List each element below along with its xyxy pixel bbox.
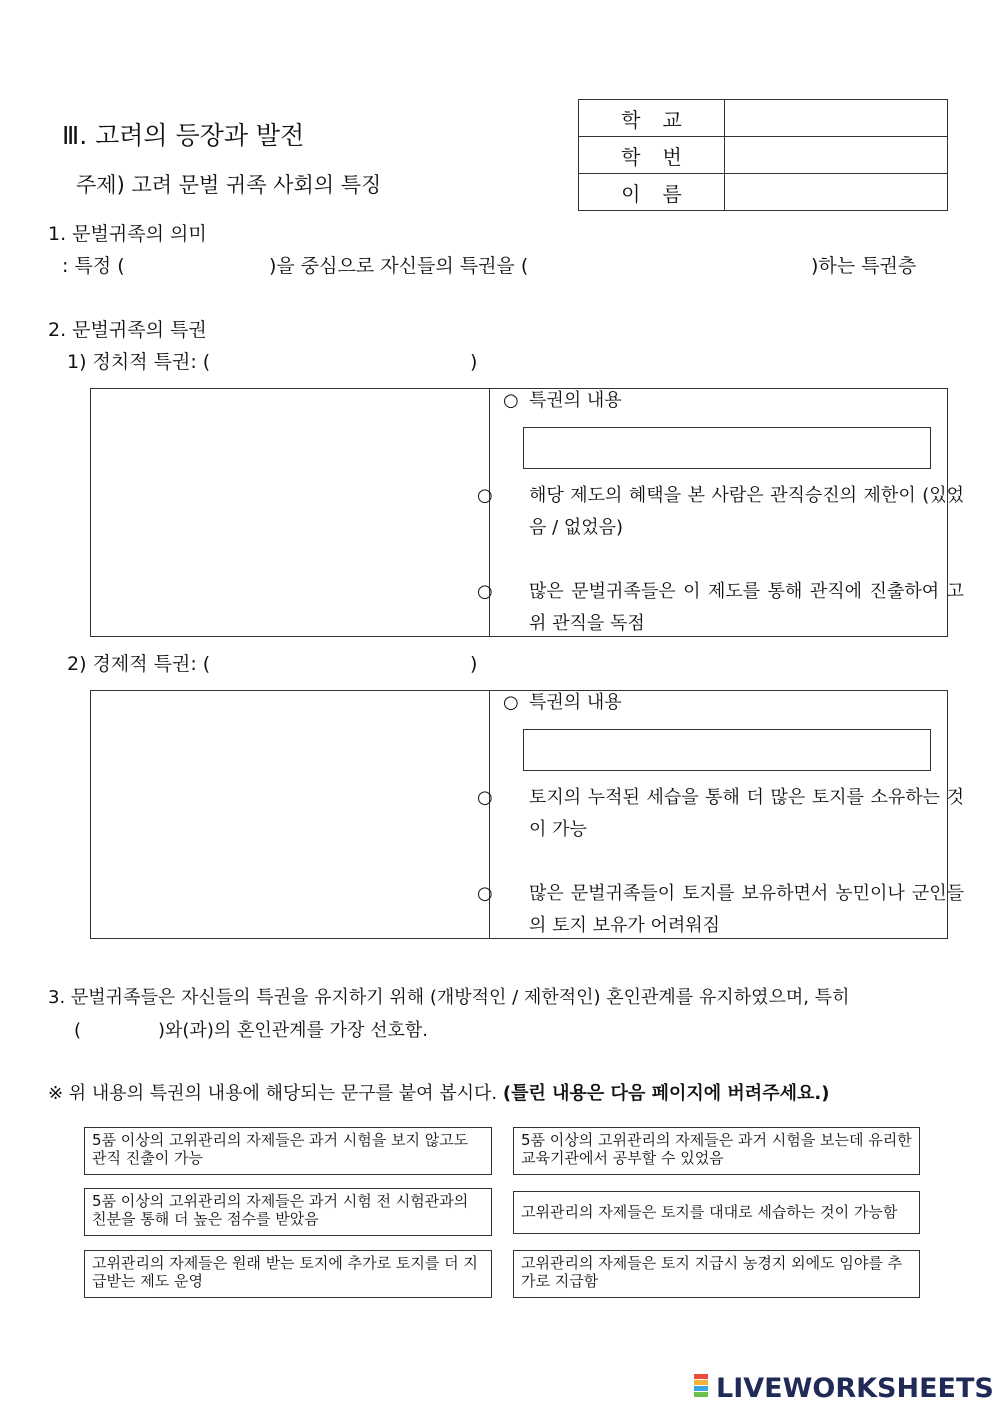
economic-content-input[interactable] (523, 729, 931, 771)
info-label-name: 이름 (579, 174, 725, 211)
section1-heading: 1. 문벌귀족의 의미 (48, 223, 207, 245)
section1-line-start: : 특정 ( (62, 255, 125, 277)
bullet-mark: ○ (477, 883, 493, 904)
info-label-number: 학번 (579, 137, 725, 174)
liveworksheets-logo: LIVEWORKSHEETS (716, 1373, 994, 1404)
info-row-number (579, 137, 948, 174)
draggable-card-5[interactable]: 고위관리의 자제들은 원래 받는 토지에 추가로 토지를 더 지급받는 제도 운영 (84, 1250, 492, 1298)
political-bullet-1-text: 해당 제도의 혜택을 본 사람은 관직승진의 제한이 (있었음 / 없었음) (529, 485, 964, 538)
bullet-mark: ○ (503, 390, 519, 411)
instruction-note (48, 1085, 829, 1103)
section3-line2-open: ( (74, 1020, 82, 1041)
economic-bullet-1 (477, 782, 964, 846)
political-bullet-1 (477, 480, 964, 544)
info-row-school (579, 100, 948, 137)
section1-line-end: )하는 특권층 (811, 255, 917, 277)
political-privilege-close: ) (470, 351, 478, 373)
logo-color-bar (694, 1392, 708, 1397)
political-drop-zone[interactable] (92, 390, 487, 635)
political-privilege-label: 1) 정치적 특권: ( (67, 351, 211, 373)
draggable-card-3[interactable]: 5품 이상의 고위관리의 자제들은 과거 시험 전 시험관과의 친분을 통해 더 높은 점수를 받았음 (84, 1188, 492, 1236)
draggable-card-1[interactable]: 5품 이상의 고위관리의 자제들은 과거 시험을 보지 않고도 관직 진출이 가능 (84, 1127, 492, 1175)
logo-color-bar (694, 1380, 708, 1385)
logo-color-bar (694, 1374, 708, 1379)
economic-content-label-row (503, 694, 622, 712)
political-content-label: 특권의 내용 (529, 390, 622, 411)
political-bullet-2-text: 많은 문벌귀족들은 이 제도를 통해 관직에 진출하여 고위 관직을 독점 (529, 581, 964, 634)
economic-bullet-1-text: 토지의 누적된 세습을 통해 더 많은 토지를 소유하는 것이 가능 (529, 787, 964, 840)
info-field-number[interactable] (725, 137, 948, 174)
section3-line1: 3. 문벌귀족들은 자신들의 특권을 유지하기 위해 (개방적인 / 제한적인) 혼인관계를 유지하였으며, 특히 (48, 987, 850, 1008)
economic-privilege-label: 2) 경제적 특권: ( (67, 653, 211, 675)
economic-bullet-2 (477, 878, 964, 942)
logo-color-bar (694, 1386, 708, 1391)
instruction-bold: (틀린 내용은 다음 페이지에 버려주세요.) (502, 1083, 830, 1104)
section3-line2-rest: )와(과)의 혼인관계를 가장 선호함. (158, 1020, 428, 1041)
info-label-school: 학교 (579, 100, 725, 137)
bullet-mark: ○ (503, 692, 519, 713)
page-title: Ⅲ. 고려의 등장과 발전 (62, 121, 305, 150)
draggable-card-6[interactable]: 고위관리의 자제들은 토지 지급시 농경지 외에도 임야를 추가로 지급함 (513, 1250, 920, 1298)
economic-bullet-2-text: 많은 문벌귀족들이 토지를 보유하면서 농민이나 군인들의 토지 보유가 어려워짐 (529, 883, 964, 936)
political-content-input[interactable] (523, 427, 931, 469)
draggable-card-4[interactable]: 고위관리의 자제들은 토지를 대대로 세습하는 것이 가능함 (513, 1191, 920, 1234)
liveworksheets-logo-icon (694, 1374, 714, 1400)
section1-line-mid: )을 중심으로 자신들의 특권을 ( (269, 255, 529, 277)
draggable-card-2[interactable]: 5품 이상의 고위관리의 자제들은 과거 시험을 보는데 유리한 교육기관에서 공부할 수 있었음 (513, 1127, 920, 1175)
instruction-text: ※ 위 내용의 특권의 내용에 해당되는 문구를 붙여 봅시다. (48, 1083, 498, 1104)
page-subtitle: 주제) 고려 문벌 귀족 사회의 특징 (76, 173, 382, 197)
info-field-name[interactable] (725, 174, 948, 211)
economic-content-label: 특권의 내용 (529, 692, 622, 713)
blank-political-privilege[interactable] (216, 348, 466, 376)
student-info-table (578, 99, 948, 211)
political-content-label-row (503, 392, 622, 410)
economic-drop-zone[interactable] (92, 692, 487, 937)
economic-privilege-close: ) (470, 653, 478, 675)
bullet-mark: ○ (477, 485, 493, 506)
blank-economic-privilege[interactable] (216, 650, 466, 678)
info-row-name (579, 174, 948, 211)
blank-specific-group[interactable] (140, 252, 266, 280)
section2-heading: 2. 문벌귀족의 특권 (48, 319, 207, 341)
blank-privilege-action[interactable] (540, 252, 808, 280)
bullet-mark: ○ (477, 787, 493, 808)
blank-marriage-partner[interactable] (82, 1016, 156, 1044)
info-field-school[interactable] (725, 100, 948, 137)
bullet-mark: ○ (477, 581, 493, 602)
political-bullet-2 (477, 576, 964, 640)
